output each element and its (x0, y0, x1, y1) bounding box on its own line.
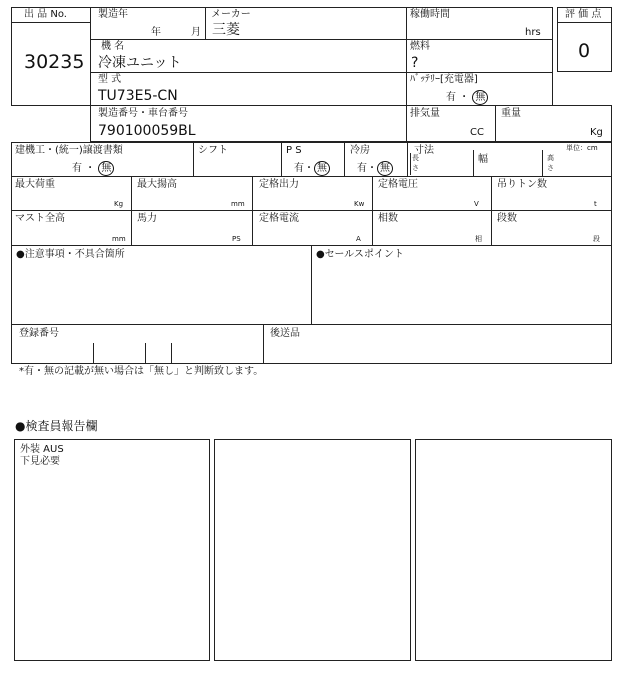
ps-yes: 有 (294, 163, 304, 174)
footnote: *有・無の記載が無い場合は「無し」と判断致します。 (19, 366, 264, 377)
max-load-unit: Kg (114, 200, 124, 208)
rated-current-label: 定格電流 (259, 213, 299, 224)
horsepower-unit: PS (232, 235, 241, 243)
month-label: 月 (191, 27, 201, 38)
type-label: 型 式 (98, 74, 122, 85)
registration-sub-1 (93, 343, 146, 364)
fuel-label: 燃料 (410, 41, 430, 52)
length-label-2: さ (412, 164, 419, 172)
registration-sub-2 (145, 343, 172, 364)
max-load-label: 最大荷重 (15, 179, 55, 190)
stage-label: 段数 (497, 213, 517, 224)
dims-length-box (410, 153, 474, 175)
cooler-yes: 有 (357, 163, 367, 174)
inspector-line-2: 下見必要 (20, 456, 60, 467)
displacement-label: 排気量 (410, 108, 440, 119)
docs-options: 有 ・ 無 (72, 161, 114, 176)
cooler-label: 冷房 (350, 145, 370, 156)
weight-unit: Kg (590, 127, 603, 138)
serial-value: 790100059BL (98, 123, 196, 139)
inspector-line-1: 外装 AUS (20, 444, 64, 455)
weight-label: 重量 (501, 108, 521, 119)
horsepower-label: 馬力 (137, 213, 157, 224)
year-label: 製造年 (98, 9, 128, 20)
rated-current-unit: A (356, 235, 361, 243)
ps-no-circled: 無 (314, 161, 330, 176)
sales-label: ●セールスポイント (316, 249, 404, 260)
inspector-box-2 (214, 439, 411, 661)
cooler-options: 有・ 無 (357, 161, 393, 176)
battery-yes: 有 (446, 92, 456, 103)
model-name-label: 機 名 (101, 41, 125, 52)
height-label-1: 高 (547, 154, 554, 162)
max-lift-unit: mm (231, 200, 245, 208)
lot-no-label: 出 品 No. (24, 9, 67, 20)
serial-label: 製造番号・車台番号 (98, 108, 188, 119)
dims-unit: 単位：cm (566, 144, 598, 152)
fuel-value: ? (411, 55, 419, 71)
score-value: 0 (578, 40, 591, 62)
rated-output-unit: Kw (354, 200, 365, 208)
year-value-label: 年 (151, 27, 161, 38)
hours-label: 稼働時間 (410, 9, 450, 20)
length-label-1: 長 (412, 154, 419, 162)
rated-output-label: 定格出力 (259, 179, 299, 190)
maker-label: メーカー (211, 9, 251, 20)
rated-voltage-unit: V (474, 200, 479, 208)
hoist-label: 吊りトン数 (497, 179, 547, 190)
after-cell (263, 324, 612, 364)
inspector-title: ●検査員報告欄 (15, 419, 98, 433)
phase-label: 相数 (378, 213, 398, 224)
registration-label: 登録番号 (19, 328, 59, 339)
ps-label: P S (286, 145, 302, 156)
dims-label: 寸法 (414, 145, 434, 156)
inspector-box-3 (415, 439, 612, 661)
after-label: 後送品 (270, 328, 300, 339)
lot-no-value: 30235 (24, 51, 85, 73)
model-name-value: 冷凍ユニット (98, 55, 182, 71)
mast-unit: mm (112, 235, 126, 243)
battery-no-circled: 無 (472, 90, 488, 105)
shift-label: シフト (198, 145, 228, 156)
ps-options: 有・ 無 (294, 161, 330, 176)
displacement-unit: CC (470, 127, 484, 138)
docs-no-circled: 無 (98, 161, 114, 176)
cooler-no-circled: 無 (377, 161, 393, 176)
inspector-box-1 (14, 439, 210, 661)
hours-unit: hrs (525, 27, 541, 38)
maker-value: 三菱 (212, 22, 240, 38)
score-label: 評 価 点 (565, 9, 602, 20)
mast-label: マスト全高 (15, 213, 65, 224)
docs-yes: 有 (72, 163, 82, 174)
hoist-unit: t (594, 200, 597, 208)
height-label-2: さ (547, 164, 554, 172)
phase-unit: 相 (475, 235, 482, 243)
docs-label: 建機工・(統一)譲渡書類 (15, 145, 123, 156)
caution-label: ●注意事項・不具合箇所 (16, 249, 125, 260)
width-label: 幅 (478, 154, 488, 165)
max-lift-label: 最大揚高 (137, 179, 177, 190)
battery-label: ﾊﾞｯﾃﾘｰ[充電器] (410, 74, 478, 85)
rated-voltage-label: 定格電圧 (378, 179, 418, 190)
stage-unit: 段 (593, 235, 600, 243)
battery-options: 有 ・ 無 (446, 90, 488, 105)
type-value: TU73E5-CN (98, 88, 178, 104)
